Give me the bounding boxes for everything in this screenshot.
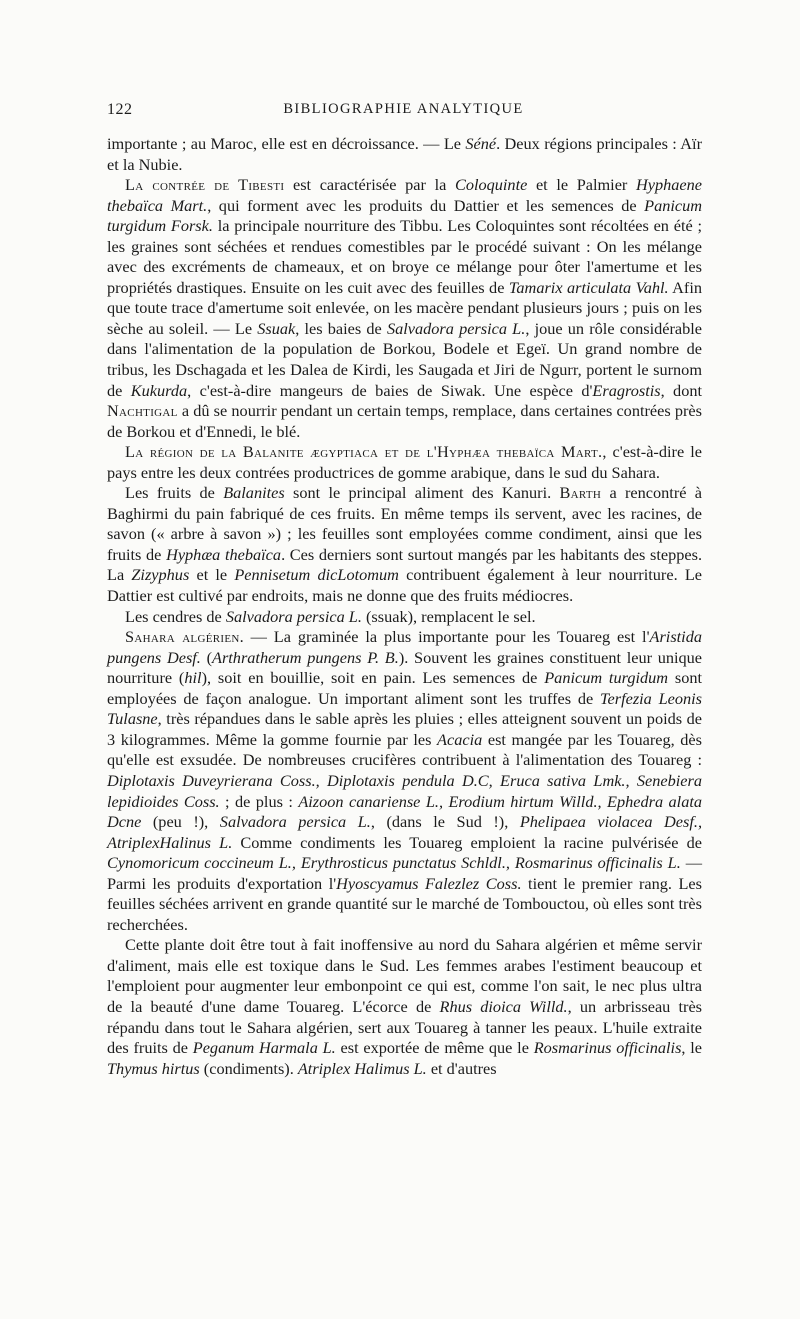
page-number: 122 xyxy=(107,101,133,118)
text-run: , dont xyxy=(660,380,703,400)
italic-run: Ssuak xyxy=(257,318,296,338)
text-run: tient le premier rang. Les feuilles séchées arrivent en grande quantité sur le marché de Tombouctou, où elles sont très recherchées. xyxy=(107,873,702,934)
text-run: . — La graminée la plus importante pour les Touareg est l' xyxy=(239,627,650,647)
smallcaps-run: Nachtigal xyxy=(107,401,178,421)
italic-run: Salvadora persica L. xyxy=(219,812,371,832)
text-run: sont le principal aliment des Kanuri. xyxy=(284,483,560,503)
text-run: Les fruits de xyxy=(125,483,224,503)
italic-run: Panicum turgidum Forsk. xyxy=(107,195,703,236)
text-run: et d'autres xyxy=(426,1058,497,1078)
italic-run: Diplotaxis Duveyrierana Coss., Diplotaxis pendula D.C, Eruca sativa Lmk., Senebiera lepidioides Coss. xyxy=(107,770,702,811)
text-run: a rencontré à Baghirmi du pain fabriqué de ces fruits. En même temps ils servent, avec les racines, de savon (« arbre à savon ») ; les feuilles sont employées comme condiment, ainsi que les fruits de xyxy=(107,483,703,564)
text-run: , c'est-à-dire le pays entre les deux contrées productrices de gomme arabique, dans le sud du Sahara. xyxy=(107,442,702,482)
italic-run: Zizyphus xyxy=(131,565,190,585)
italic-run: Tamarix articulata Vahl. xyxy=(508,277,669,297)
text-run: , joue un rôle considérable dans l'alimentation de la population de Borkou, Bodele et Egeï. Un grand nombre de tribus, les Dschagada et les Dalea de Kirdi, les Saugada et Jiri de Ngurr, portent le surnom de xyxy=(107,318,703,400)
text-run: , très répandues dans le sable après les pluies ; elles atteignent souvent un poids de 3 kilogrammes. Même la gomme fournie par les xyxy=(107,709,702,749)
italic-run: Peganum Harmala L. xyxy=(192,1038,336,1058)
italic-run: Rosmarinus officinalis xyxy=(533,1038,682,1058)
italic-run: Séné xyxy=(465,134,497,153)
text-run: , c'est-à-dire mangeurs de baies de Siwak. Une espèce d' xyxy=(187,380,593,400)
text-run: , les baies de xyxy=(295,318,387,338)
text-run: a dû se nourrir pendant un certain temps, remplace, dans certaines contrées près de Borkou et d'Ennedi, le blé. xyxy=(107,401,702,441)
italic-run: Salvadora persica L. xyxy=(225,606,362,626)
italic-run: Phelipaea violacea Desf., AtriplexHalinus L. xyxy=(107,812,703,852)
text-run: (ssuak), remplacent le sel. xyxy=(361,606,536,626)
paragraph xyxy=(107,935,702,1079)
italic-run: Aizoon canariense L., Erodium hirtum Willd., Ephedra alata Dcne xyxy=(107,791,703,832)
paragraph xyxy=(107,134,702,175)
italic-run: hil xyxy=(184,668,202,688)
italic-run: Hyoscyamus Falezlez Coss. xyxy=(336,873,522,893)
text-run: Afin que toute trace d'amertume soit enlevée, on les macère pendant plusieurs jours ; puis on les sèche au soleil. — Le xyxy=(107,277,702,338)
body-text xyxy=(107,134,702,1079)
italic-run: Aristida pungens Desf. xyxy=(107,627,702,667)
italic-run: Eragrostis xyxy=(592,380,661,400)
smallcaps-run: Sahara algérien xyxy=(125,627,240,647)
text-run: , le xyxy=(681,1038,703,1058)
italic-run: Panicum turgidum xyxy=(544,668,669,688)
italic-run: Pennisetum dicLotomum xyxy=(234,565,399,585)
paragraph xyxy=(107,442,702,483)
italic-run: Salvadora persica L. xyxy=(386,318,526,338)
text-run: — Parmi les produits d'exportation l' xyxy=(107,853,702,893)
text-run: contribuent également à leur nourriture. Le Dattier est cultivé par endroits, mais ne donne que des fruits médiocres. xyxy=(107,565,702,606)
italic-run: Kukurda xyxy=(130,380,188,400)
running-header xyxy=(107,101,700,125)
running-title: BIBLIOGRAPHIE ANALYTIQUE xyxy=(283,101,524,117)
text-run: Comme condiments les Touareg emploient la racine pulvérisée de xyxy=(232,832,702,852)
italic-run: Balanites xyxy=(223,483,285,503)
text-run: la principale nourriture des Tibbu. Les Coloquintes sont récoltées en été ; les graines sont séchées et rendues comestibles par le procédé suivant : On les mélange avec des excréments de chameaux, et on broye ce mélange pour ôter l'amertume et les propriétés drastiques. Ensuite on les cuit avec des feuilles de xyxy=(107,216,702,297)
italic-run: Coloquinte xyxy=(454,175,528,195)
paragraph xyxy=(107,483,702,606)
italic-run: Hyphæa thebaïca xyxy=(166,544,282,564)
text-run: est mangée par les Touareg, dès qu'elle est exsudée. De nombreuses crucifères contribuent à l'alimentation des Touareg : xyxy=(107,729,702,770)
text-run: . Ces derniers sont surtout mangés par les habitants des steppes. La xyxy=(107,544,703,585)
text-run: , (dans le Sud !), xyxy=(370,812,520,832)
text-run: . Deux régions principales : Aïr et la Nubie. xyxy=(107,134,702,174)
smallcaps-run: La contrée de Tibesti xyxy=(125,175,285,195)
text-run: importante ; au Maroc, elle est en décroissance. — Le xyxy=(107,134,466,153)
text-run: sont employées de façon analogue. Un important aliment sont les truffes de xyxy=(107,668,702,708)
text-run: est exportée de même que le xyxy=(335,1038,534,1058)
text-run: (peu !), xyxy=(141,812,220,832)
paragraph xyxy=(107,175,702,442)
paragraph xyxy=(107,607,702,628)
italic-run: Thymus hirtus xyxy=(107,1058,200,1078)
italic-run: Rhus dioica Willd. xyxy=(439,996,568,1016)
smallcaps-run: La région de la Balanite ægyptiaca et de l'Hyphæa thebaïca Mart. xyxy=(125,442,603,462)
italic-run: Terfezia Leonis Tulasne xyxy=(107,688,702,729)
italic-run: Cynomoricum coccineum L., Erythrosticus punctatus Schldl., Rosmarinus officinalis L. xyxy=(107,853,681,873)
italic-run: Arthratherum pungens P. B. xyxy=(212,647,399,667)
text-run: ), soit en bouillie, soit en pain. Les semences de xyxy=(201,668,545,688)
italic-run: Atriplex Halimus L. xyxy=(297,1058,427,1078)
text-run: , qui forment avec les produits du Dattier et les semences de xyxy=(207,195,645,215)
text-run: Les cendres de xyxy=(125,606,226,626)
text-run: , un arbrisseau très répandu dans tout le Sahara algérien, sert aux Touareg à tanner les peaux. L'huile extraite des fruits de xyxy=(107,996,703,1058)
text-run: (condiments). xyxy=(199,1058,298,1078)
smallcaps-run: Barth xyxy=(559,483,602,503)
text-run: est caractérisée par la xyxy=(284,175,455,195)
text-run: ; de plus : xyxy=(219,791,299,811)
italic-run: Acacia xyxy=(437,729,483,749)
text-run: ( xyxy=(200,647,212,667)
text-run: et le xyxy=(189,565,235,585)
text-run: et le Palmier xyxy=(527,175,636,195)
text-run: Cette plante doit être tout à fait inoffensive au nord du Sahara algérien et même servir d'aliment, mais elle est toxique dans le Sud. Les femmes arabes l'estiment beaucoup et l'emploient pour augmenter leur embonpoint ce qui est, comme l'on sait, le nec plus ultra de la beauté d'une dame Touareg. L'écorce de xyxy=(107,935,702,1016)
text-run: ). Souvent les graines constituent leur unique nourriture ( xyxy=(107,647,703,688)
paragraph xyxy=(107,627,702,935)
italic-run: Hyphaene thebaïca Mart. xyxy=(107,175,702,215)
